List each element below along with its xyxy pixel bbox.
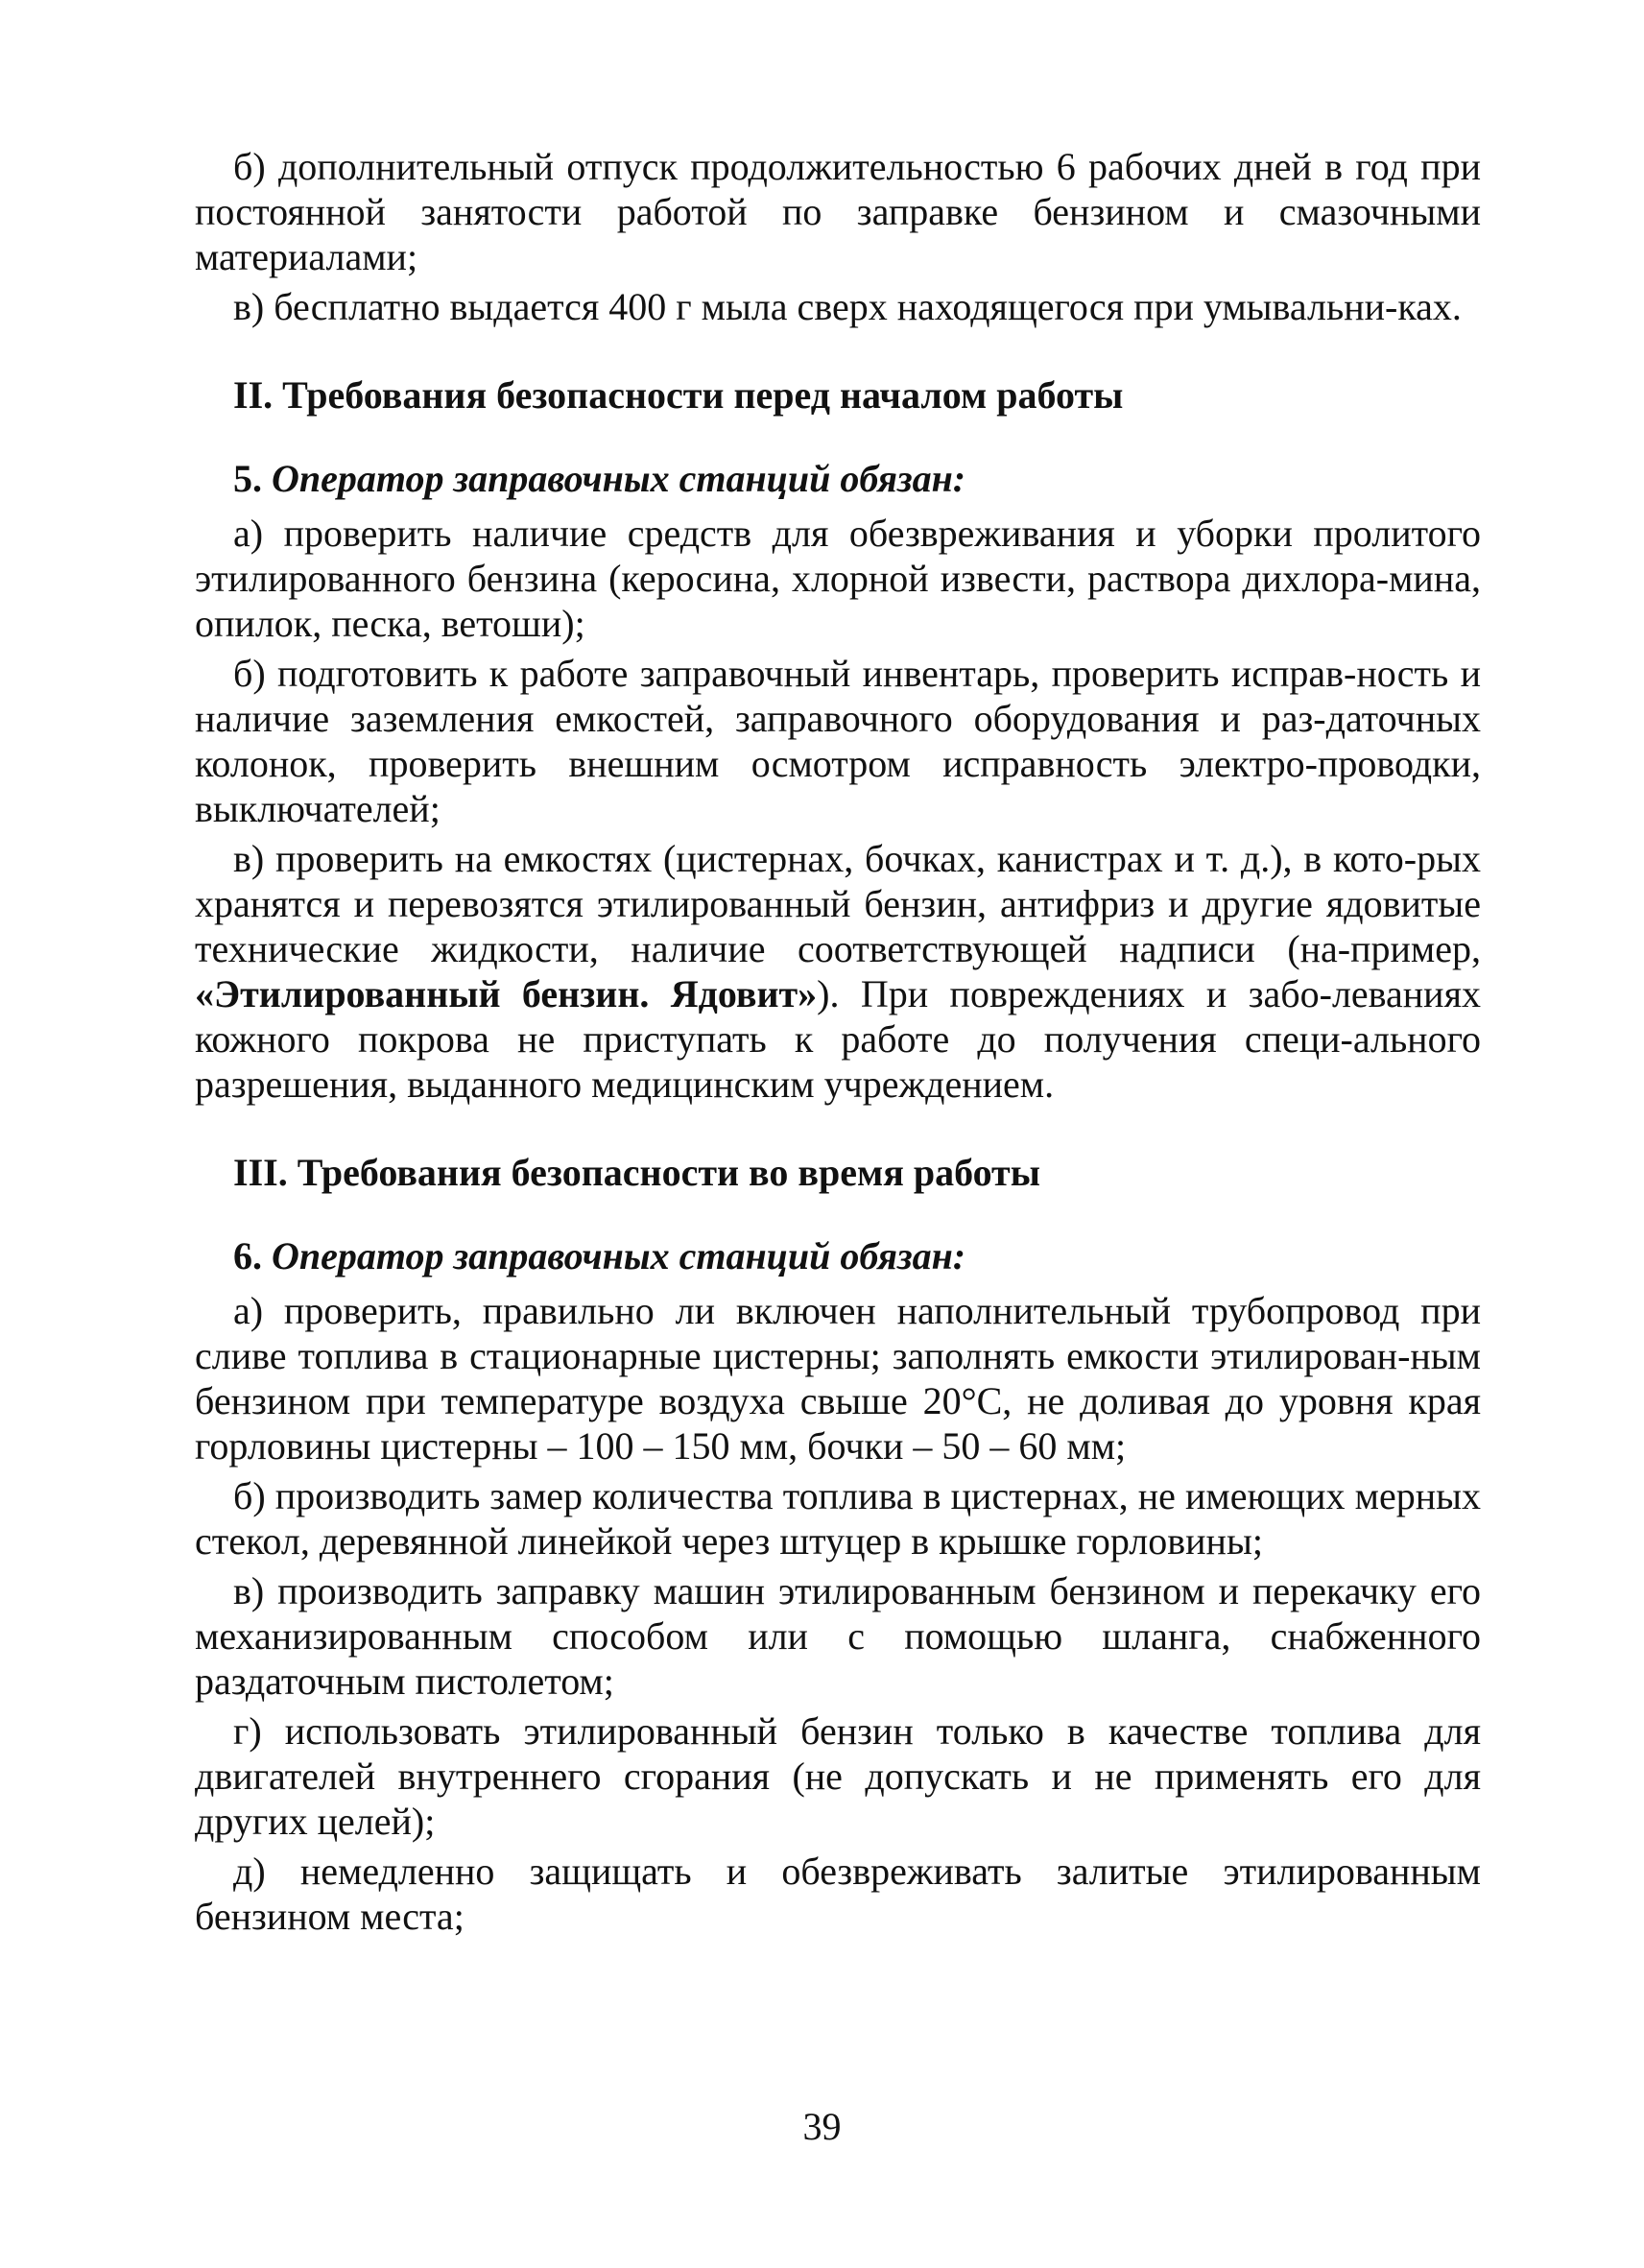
clause-5-heading xyxy=(195,456,1481,501)
paragraph-5a: а) проверить наличие средств для обезвреживания и уборки пролитого этилированного бензина (керосина, хлорной извести, раствора дихлора-мина, опилок, песка, ветоши); xyxy=(195,512,1481,645)
clause-6-heading xyxy=(195,1233,1481,1278)
paragraph-6g: г) использовать этилированный бензин только в качестве топлива для двигателей внутреннего сгорания (не допускать и не применять его для других целей); xyxy=(195,1709,1481,1843)
clause-6-title: Оператор заправочных станций обязан: xyxy=(272,1234,966,1277)
paragraph-6a: а) проверить, правильно ли включен наполнительный трубопровод при сливе топлива в стационарные цистерны; заполнять емкости этилирован-ным бензином при температуре воздуха свыше 20°С, не доливая до уровня края горловины цистерны – 100 – 150 мм, бочки – 50 – 60 мм; xyxy=(195,1289,1481,1468)
paragraph-5v xyxy=(195,836,1481,1107)
paragraph-5v-start: в) проверить на емкостях (цистернах, бочках, канистрах и т. д.), в кото-рых хранятся и перевозятся этилированный бензин, антифриз и другие ядовитые технические жидкости, наличие соответствующей надписи (на-пример, xyxy=(195,837,1481,970)
paragraph-5b: б) подготовить к работе заправочный инвентарь, проверить исправ-ность и наличие заземления емкостей, заправочного оборудования и раз-даточных колонок, проверить внешним осмотром исправность электро-проводки, выключателей; xyxy=(195,652,1481,830)
clause-5-title: Оператор заправочных станций обязан: xyxy=(272,457,966,500)
paragraph-item-v-soap: в) бесплатно выдается 400 г мыла сверх находящегося при умывальни-ках. xyxy=(233,285,1462,328)
section-heading-before-work: II. Требования безопасности перед началом работы xyxy=(233,373,1124,417)
page-number: 39 xyxy=(802,2105,842,2148)
paragraph-5v-end: ). При повреждениях и забо-леваниях кожного покрова не приступать к работе до получения специ-ального разрешения, выданного медицинским учреждением. xyxy=(195,972,1481,1106)
paragraph-6v: в) производить заправку машин этилированным бензином и перекачку его механизированным способом или с помощью шланга, снабженного раздаточным пистолетом; xyxy=(195,1569,1481,1703)
paragraph-6d: д) немедленно защищать и обезвреживать залитые этилированным бензином места; xyxy=(195,1850,1481,1938)
paragraph-6b: б) производить замер количества топлива в цистернах, не имеющих мерных стекол, деревянной линейкой через штуцер в крышке горловины; xyxy=(195,1474,1481,1563)
section-heading-during-work: III. Требования безопасности во время работы xyxy=(233,1151,1040,1194)
page-content xyxy=(195,144,1481,1944)
paragraph-item-b-leave: б) дополнительный отпуск продолжительностью 6 рабочих дней в год при постоянной занятости работой по заправке бензином и смазочными материалами; xyxy=(195,145,1481,278)
clause-5-number: 5. xyxy=(233,457,262,500)
clause-6-number: 6. xyxy=(233,1234,262,1277)
paragraph-5v-label: «Этилированный бензин. Ядовит» xyxy=(195,972,818,1015)
